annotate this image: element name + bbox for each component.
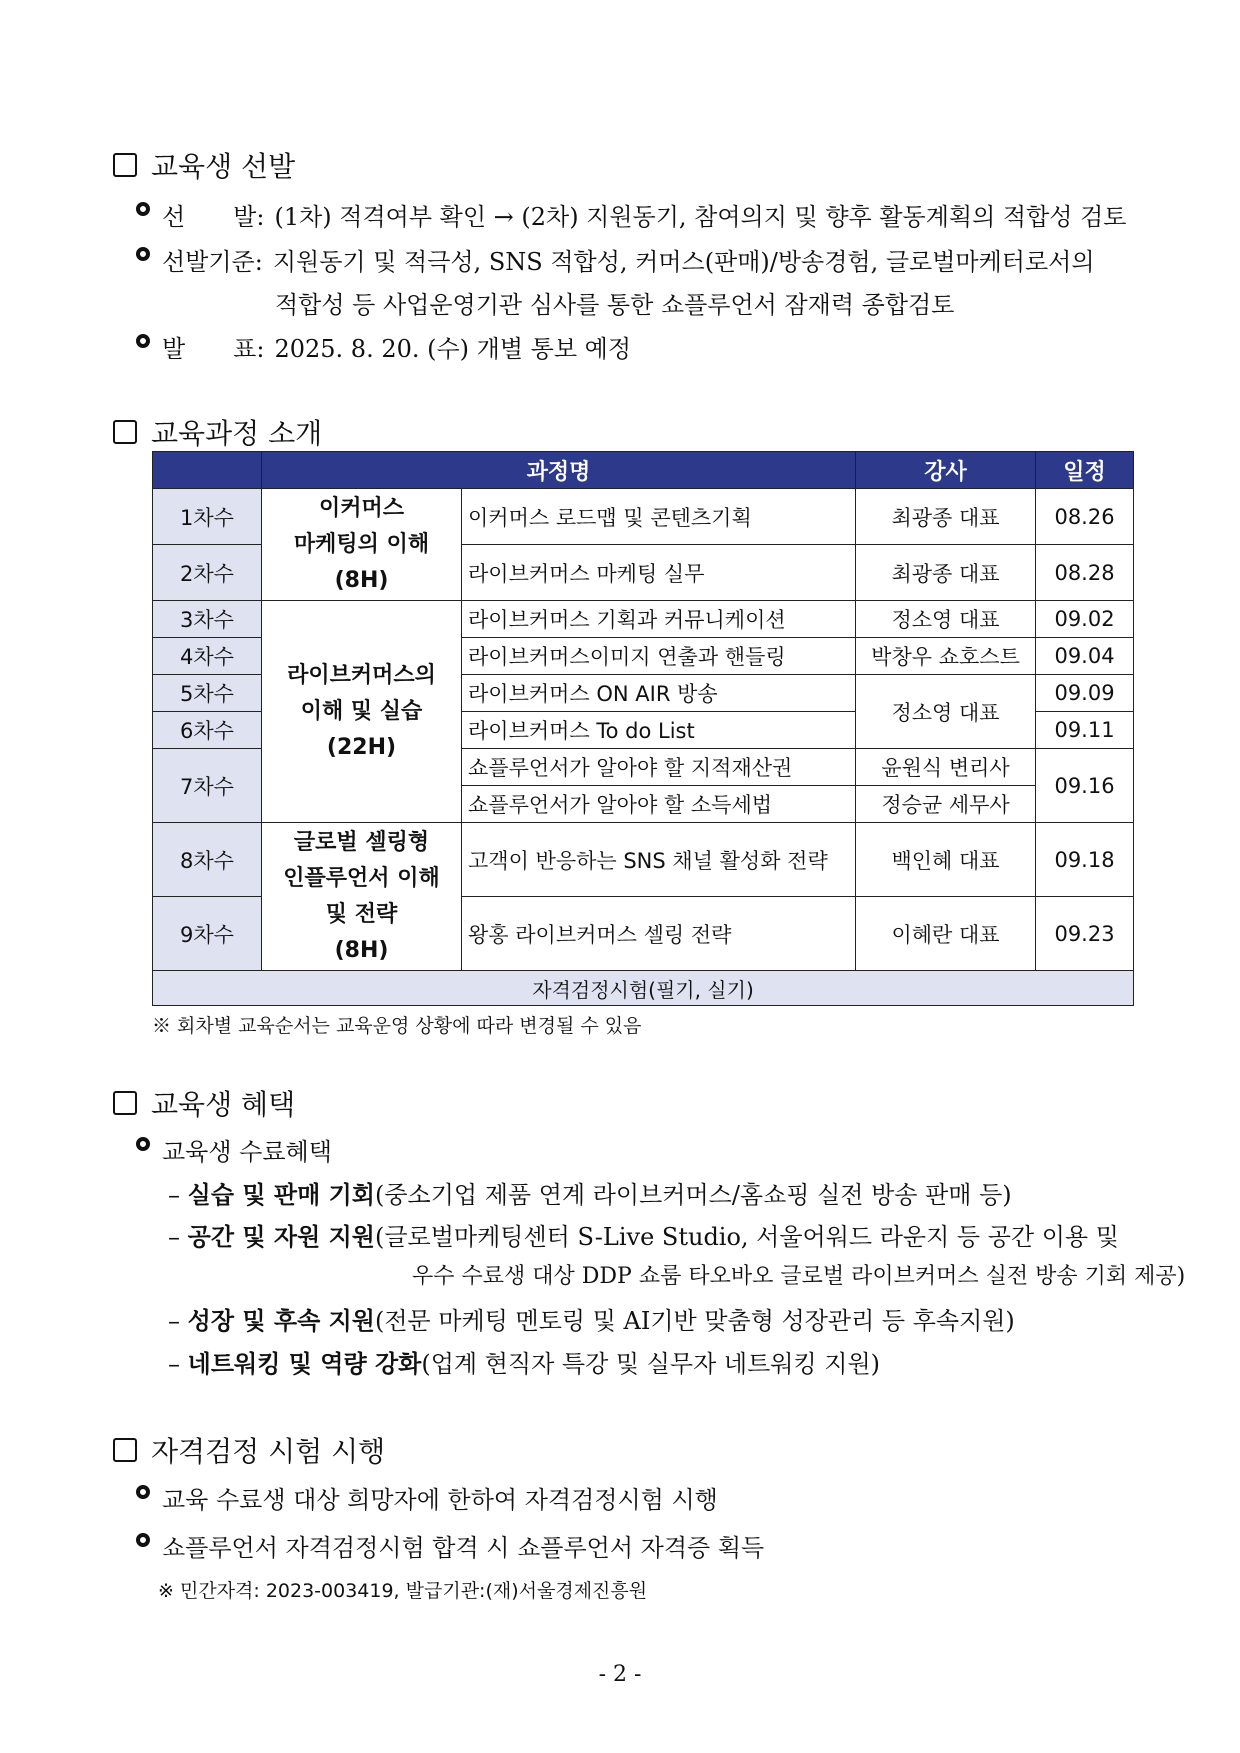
benefit-item: – 공간 및 자원 지원(글로벌마케팅센터 S-Live Studio, 서울어워드 라운지 등 공간 이용 및 [168, 1223, 1119, 1251]
instructor-cell: 정승균 세무사 [856, 786, 1036, 823]
checkbox-square-icon [113, 420, 137, 444]
course-cell: 이커머스 로드맵 및 콘텐츠기획 [462, 489, 856, 545]
bullet-text-continuation: 적합성 등 사업운영기관 심사를 통한 쇼플루언서 잠재력 종합검토 [275, 291, 955, 319]
instructor-cell: 윤원식 변리사 [856, 749, 1036, 786]
session-cell: 4차수 [153, 638, 262, 675]
bullet-exam-1 [136, 1480, 718, 1515]
benefit-item: – 실습 및 판매 기회(중소기업 제품 연계 라이브커머스/홈쇼핑 실전 방송 판매 등) [168, 1181, 1012, 1209]
header-instructor: 강사 [856, 452, 1036, 489]
curriculum-table [152, 451, 1134, 1006]
group-line: 라이브커머스의 [287, 662, 436, 688]
exam-note: ※ 민간자격: 2023-003419, 발급기관:(재)서울경제진흥원 [158, 1580, 648, 1602]
table-footer-row [153, 971, 1134, 1006]
section-title: 교육생 혜택 [151, 1088, 296, 1121]
section-heading-curriculum [113, 412, 322, 452]
date-cell: 08.26 [1036, 489, 1134, 545]
bullet-circle-icon [136, 1137, 150, 1151]
group-line: 및 전략 [325, 901, 398, 927]
session-cell: 1차수 [153, 489, 262, 545]
session-cell: 6차수 [153, 712, 262, 749]
course-cell: 라이브커머스 ON AIR 방송 [462, 675, 856, 712]
group-line: 이해 및 실습 [300, 698, 423, 724]
header-blank [153, 452, 262, 489]
bullet-text: 지원동기 및 적극성, SNS 적합성, 커머스(판매)/방송경험, 글로벌마케터로서의 [272, 248, 1095, 276]
group-line: (22H) [326, 734, 397, 760]
bullet-text: 쇼플루언서 자격검정시험 합격 시 쇼플루언서 자격증 획득 [162, 1534, 765, 1562]
date-cell: 09.11 [1036, 712, 1134, 749]
exam-row-cell: 자격검정시험(필기, 실기) [153, 971, 1134, 1006]
instructor-cell: 박창우 쇼호스트 [856, 638, 1036, 675]
bullet-announce [136, 329, 631, 364]
bullet-text: (1차) 적격여부 확인 → (2차) 지원동기, 참여의지 및 향후 활동계획의 적합성 검토 [274, 203, 1127, 231]
benefit-bold: 실습 및 판매 기회 [187, 1181, 375, 1209]
schedule-note: ※ 회차별 교육순서는 교육운영 상황에 따라 변경될 수 있음 [152, 1015, 642, 1037]
benefit-item: – 네트워킹 및 역량 강화(업계 현직자 특강 및 실무자 네트워킹 지원) [168, 1350, 881, 1378]
course-cell: 라이브커머스이미지 연출과 핸들링 [462, 638, 856, 675]
bullet-criteria [136, 242, 1095, 277]
page-number: - 2 - [598, 1662, 642, 1687]
bullet-label: 선발기준: [162, 248, 263, 276]
session-cell: 9차수 [153, 897, 262, 971]
bullet-benefits [136, 1132, 332, 1167]
bullet-label: 발 표: [162, 335, 265, 363]
group-line: (8H) [334, 567, 389, 593]
benefit-item: – 성장 및 후속 지원(전문 마케팅 멘토링 및 AI기반 맞춤형 성장관리 등 후속지원) [168, 1307, 1015, 1335]
instructor-cell: 최광종 대표 [856, 489, 1036, 545]
group-line: 이커머스 [318, 495, 404, 521]
checkbox-square-icon [113, 1438, 137, 1462]
benefit-detail-continuation: 우수 수료생 대상 DDP 쇼룸 타오바오 글로벌 라이브커머스 실전 방송 기회 제공) [412, 1264, 1186, 1289]
benefit-detail: (글로벌마케팅센터 S-Live Studio, 서울어워드 라운지 등 공간 이용 및 [375, 1223, 1119, 1251]
table-row [153, 601, 1134, 638]
course-cell: 라이브커머스 기획과 커뮤니케이션 [462, 601, 856, 638]
bullet-circle-icon [136, 1533, 150, 1547]
bullet-text: 2025. 8. 20. (수) 개별 통보 예정 [274, 335, 632, 363]
benefit-detail: (업계 현직자 특강 및 실무자 네트워킹 지원) [421, 1350, 881, 1378]
benefit-detail: (중소기업 제품 연계 라이브커머스/홈쇼핑 실전 방송 판매 등) [375, 1181, 1012, 1209]
instructor-cell: 정소영 대표 [856, 675, 1036, 749]
session-cell: 3차수 [153, 601, 262, 638]
section-heading-benefits [113, 1083, 295, 1123]
section-title: 자격검정 시험 시행 [151, 1435, 386, 1468]
date-cell: 09.04 [1036, 638, 1134, 675]
section-heading-selection [113, 145, 295, 185]
instructor-cell: 백인혜 대표 [856, 823, 1036, 897]
group-line: (8H) [334, 937, 389, 963]
bullet-circle-icon [136, 202, 150, 216]
date-cell: 09.16 [1036, 749, 1134, 823]
group-line: 글로벌 셀링형 [293, 829, 430, 855]
table-header-row [153, 452, 1134, 489]
group-cell [262, 489, 462, 601]
date-cell: 08.28 [1036, 545, 1134, 601]
session-cell: 2차수 [153, 545, 262, 601]
bullet-circle-icon [136, 247, 150, 261]
course-cell: 쇼플루언서가 알아야 할 지적재산권 [462, 749, 856, 786]
instructor-cell: 최광종 대표 [856, 545, 1036, 601]
group-line: 인플루언서 이해 [283, 865, 440, 891]
benefit-bold: 공간 및 자원 지원 [187, 1223, 375, 1251]
bullet-circle-icon [136, 1485, 150, 1499]
group-line: 마케팅의 이해 [293, 531, 430, 557]
session-cell: 5차수 [153, 675, 262, 712]
section-title: 교육과정 소개 [151, 417, 323, 450]
bullet-method [136, 197, 1126, 232]
header-course: 과정명 [262, 452, 856, 489]
section-heading-exam [113, 1430, 385, 1470]
header-date: 일정 [1036, 452, 1134, 489]
course-cell: 쇼플루언서가 알아야 할 소득세법 [462, 786, 856, 823]
bullet-circle-icon [136, 334, 150, 348]
benefit-detail: (전문 마케팅 멘토링 및 AI기반 맞춤형 성장관리 등 후속지원) [375, 1307, 1015, 1335]
benefit-bold: 성장 및 후속 지원 [187, 1307, 375, 1335]
bullet-text: 교육생 수료혜택 [162, 1138, 332, 1166]
course-cell: 라이브커머스 마케팅 실무 [462, 545, 856, 601]
date-cell: 09.09 [1036, 675, 1134, 712]
group-cell [262, 601, 462, 823]
date-cell: 09.02 [1036, 601, 1134, 638]
table-row [153, 823, 1134, 897]
session-cell: 7차수 [153, 749, 262, 823]
date-cell: 09.23 [1036, 897, 1134, 971]
instructor-cell: 이혜란 대표 [856, 897, 1036, 971]
table-row [153, 489, 1134, 545]
bullet-label: 선 발: [162, 203, 265, 231]
instructor-cell: 정소영 대표 [856, 601, 1036, 638]
session-cell: 8차수 [153, 823, 262, 897]
course-cell: 왕홍 라이브커머스 셀링 전략 [462, 897, 856, 971]
checkbox-square-icon [113, 153, 137, 177]
bullet-exam-2 [136, 1528, 764, 1563]
checkbox-square-icon [113, 1091, 137, 1115]
course-cell: 라이브커머스 To do List [462, 712, 856, 749]
group-cell [262, 823, 462, 971]
bullet-text: 교육 수료생 대상 희망자에 한하여 자격검정시험 시행 [162, 1486, 718, 1514]
benefit-bold: 네트워킹 및 역량 강화 [187, 1350, 422, 1378]
date-cell: 09.18 [1036, 823, 1134, 897]
course-cell: 고객이 반응하는 SNS 채널 활성화 전략 [462, 823, 856, 897]
section-title: 교육생 선발 [151, 150, 296, 183]
